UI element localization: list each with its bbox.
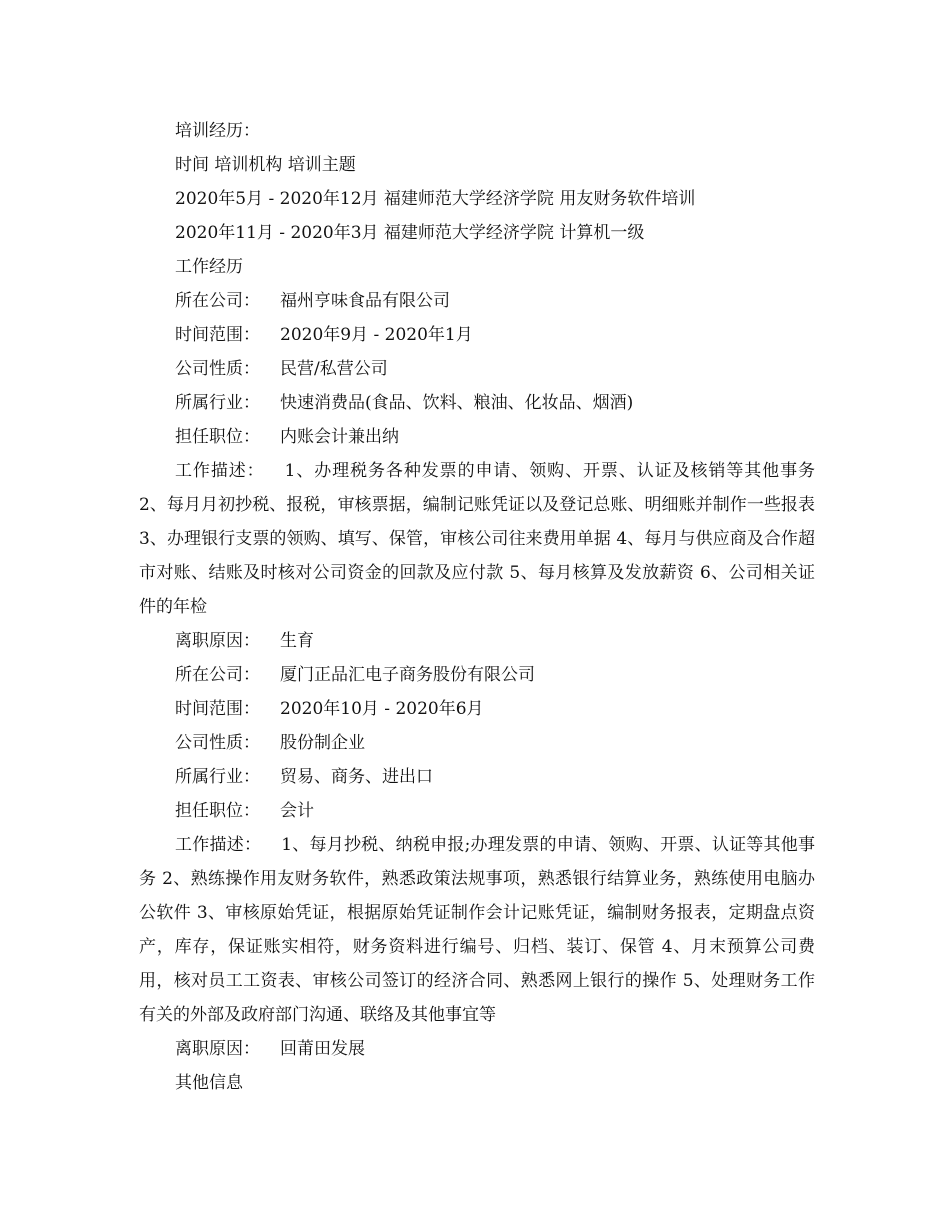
nature-value: 股份制企业 [280,733,365,753]
description-label: 工作描述： [175,461,265,481]
training-row-1: 2020年5月 - 2020年12月 福建师范大学经济学院 用友财务软件培训 [175,189,696,209]
work-heading: 工作经历 [175,257,243,277]
job1-description [139,454,815,624]
period-label: 时间范围： [175,699,260,719]
job2-description [139,828,815,1032]
industry-label: 所属行业： [175,393,260,413]
job2-nature [139,726,815,760]
company-label: 所在公司： [175,665,260,685]
nature-label: 公司性质： [175,733,260,753]
position-label: 担任职位： [175,801,260,821]
job2-position [139,794,815,828]
other-info-heading: 其他信息 [175,1073,243,1093]
description-text: 1、办理税务各种发票的申请、领购、开票、认证及核销等其他事务 2、每月月初抄税、报税，审核票据，编制记账凭证以及登记总账、明细账并制作一些报表 3、办理银行支票的领购、填写、保管，审核公司往来费用单据 4、每月与供应商及合作超市对账、结账及时核对公司资金的回款及应付款 5、每月核算及发放薪资 6、公司相关证件的年检 [139,461,815,617]
position-value: 内账会计兼出纳 [280,427,399,447]
industry-value: 贸易、商务、进出口 [280,767,433,787]
company-label: 所在公司： [175,291,260,311]
job2-industry [139,760,815,794]
job1-period [139,318,815,352]
leave-label: 离职原因： [175,1039,260,1059]
job2-leave-reason [139,1032,815,1066]
industry-label: 所属行业： [175,767,260,787]
leave-value: 生育 [280,631,314,651]
job1-position [139,420,815,454]
industry-value: 快速消费品(食品、饮料、粮油、化妆品、烟酒) [280,393,634,413]
description-text: 1、每月抄税、纳税申报;办理发票的申请、领购、开票、认证等其他事务 2、熟练操作用友财务软件，熟悉政策法规事项，熟悉银行结算业务，熟练使用电脑办公软件 3、审核原始凭证，根据原始凭证制作会计记账凭证，编制财务报表，定期盘点资产，库存，保证账实相符，财务资料进行编号、归档、装订、保管 4、月末预算公司费用，核对员工工资表、审核公司签订的经济合同、熟悉网上银行的操作 5、处理财务工作有关的外部及政府部门沟通、联络及其他事宜等 [139,835,816,1025]
leave-label: 离职原因： [175,631,260,651]
description-label: 工作描述： [175,835,262,855]
leave-value: 回莆田发展 [280,1039,365,1059]
job2-company [139,658,815,692]
period-value: 2020年10月 - 2020年6月 [280,699,484,719]
period-value: 2020年9月 - 2020年1月 [280,325,473,345]
job1-nature [139,352,815,386]
period-label: 时间范围： [175,325,260,345]
company-value: 厦门正品汇电子商务股份有限公司 [280,665,535,685]
job1-industry [139,386,815,420]
company-value: 福州亨味食品有限公司 [280,291,450,311]
training-row-2: 2020年11月 - 2020年3月 福建师范大学经济学院 计算机一级 [175,223,645,243]
training-heading: 培训经历： [175,121,260,141]
position-value: 会计 [280,801,314,821]
position-label: 担任职位： [175,427,260,447]
resume-page [139,114,815,1100]
training-table-header: 时间 培训机构 培训主题 [175,155,356,175]
job1-leave-reason [139,624,815,658]
job1-company [139,284,815,318]
nature-label: 公司性质： [175,359,260,379]
nature-value: 民营/私营公司 [280,359,388,379]
job2-period [139,692,815,726]
